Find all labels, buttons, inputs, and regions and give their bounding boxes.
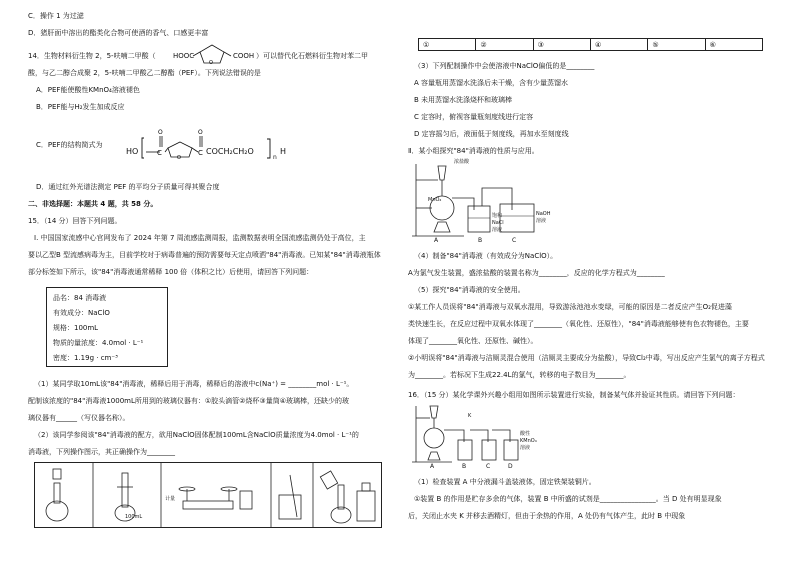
q15-4b: A为氯气发生装置，盛浓盐酸的装置名称为________，反应的化学方程式为________ (408, 269, 665, 277)
q15-5-1b: 类快速生长，在反应过程中双氧水体现了________（氧化性、还原性），"84"消毒液能够使有色衣物褪色，主要 (408, 320, 749, 328)
app1-naoh-1: NaOH (536, 211, 551, 217)
svg-text:O: O (158, 129, 163, 136)
operation-number-table (418, 38, 763, 51)
op-num-2: ② (476, 39, 533, 51)
q14-option-b: B．PEF能与H₂发生加成反应 (36, 103, 125, 111)
q15-3: （3）下列配制操作中会使溶液中NaClO偏低的是________ (414, 62, 595, 70)
q15-5: （5）探究"84"消毒液的安全使用。 (414, 286, 525, 294)
q15-3-a: A 容量瓶用蒸馏水洗涤后未干燥，含有少量蒸馏水 (414, 79, 569, 87)
pef-n: n (273, 154, 277, 161)
svg-text:O: O (177, 155, 181, 160)
q14-mol-left: HOOC (173, 52, 195, 60)
q15-2a: （2）该同学参阅该"84"消毒液的配方，欲用NaClO固体配制100mL含NaClO质量浓度为4.0mol · L⁻¹的 (34, 431, 359, 439)
svg-text:O: O (198, 129, 203, 136)
q15-1c: 璃仪器有______（写仪器名称）。 (28, 414, 130, 422)
app1-b: B (478, 237, 483, 244)
section-2-heading: 二、非选择题：本题共 4 题，共 58 分。 (28, 200, 158, 208)
q15-1a: （1）某同学取10mL该"84"消毒液，稀释后用于消毒，稀释后的溶液中c(Na⁺) = ________mol · L⁻¹。 (34, 380, 354, 388)
app2-b: B (462, 463, 467, 470)
q15-2b: 消毒液，下列操作图示，其正确操作为________ (28, 448, 175, 456)
pef-ho: HO (126, 147, 139, 156)
q15-5-2a: ②小明误将"84"消毒液与洁厕灵混合使用（洁厕灵主要成分为盐酸），导致Cl₂中毒，写出反应产生氯气的离子方程式 (408, 354, 765, 362)
app2-w2: KMnO₄ (520, 438, 537, 444)
app1-acid: 浓盐酸 (454, 159, 470, 165)
app2-w1: 酸性 (520, 431, 531, 437)
furan-ring-icon (191, 42, 233, 66)
app2-c: C (486, 463, 491, 470)
svg-text:O: O (209, 60, 213, 66)
app1-mno2: MnO₂ (428, 197, 442, 203)
q15-5-2b: 为________。若标况下生成22.4L的氯气，转移的电子数目为________。 (408, 371, 631, 379)
app2-a: A (430, 463, 435, 470)
app2-k: K (468, 413, 472, 419)
q16-1: （1）检查装置 A 中分液漏斗盖装液体，固定铁架装铜片。 (414, 478, 596, 486)
pef-h: H (280, 147, 287, 156)
op-num-6: ⑥ (705, 39, 762, 51)
svg-text:C: C (157, 149, 162, 157)
q16-intro: 16．（15 分）某化学课外兴趣小组用如图所示装置进行实验，制备某气体并验证其性质。请回答下列问题： (408, 391, 740, 399)
q14-line1a: 14．生物材料衍生物 2，5-呋喃二甲酸（ (28, 52, 156, 60)
app1-nacl-2: NaCl (492, 220, 504, 226)
app1-nacl-3: 溶液 (492, 227, 503, 233)
q15-3-c: C 定容时，俯视容量瓶刻度线进行定容 (414, 113, 534, 121)
q14-option-c: C．PEF的结构简式为 (36, 141, 103, 149)
q14-mol-right: COOH (233, 52, 255, 60)
label-spec: 规格：100mL (53, 324, 99, 332)
q15-title: 15．（14 分）回答下列问题。 (28, 217, 122, 225)
q15-5-1a: ①某工作人员误将"84"消毒液与双氧水混用，导致游泳池池水变绿，可能的原因是二者反应产生O₂促进藻 (408, 303, 732, 311)
app1-a: A (434, 237, 439, 244)
op-num-1: ① (419, 39, 476, 51)
q15-ii: Ⅱ．某小组探究"84"消毒液的性质与应用。 (408, 147, 539, 155)
pef-chain: COCH₂CH₂O (206, 147, 254, 156)
q15-intro-1: Ⅰ. 中国国家流感中心官网发布了 2024 年第 7 周流感监测周报，监测数据表明全国流感监测仍处于高位，主 (34, 234, 366, 242)
op-num-5: ⑤ (648, 39, 705, 51)
q15-3-b: B 未用蒸馏水洗涤烧杯和玻璃棒 (414, 96, 513, 104)
app2-d: D (508, 463, 513, 470)
op-num-4: ④ (590, 39, 647, 51)
op-num-3: ③ (533, 39, 590, 51)
label-name: 品名：84 消毒液 (53, 294, 107, 302)
q14-line1b: ）可以替代化石燃料衍生物对苯二甲 (256, 52, 368, 60)
left-column (28, 0, 384, 562)
bracket-right-icon (266, 138, 272, 160)
bottle-label (46, 287, 168, 367)
app2-w3: 溶液 (520, 445, 531, 451)
right-column (408, 0, 768, 562)
app1-nacl-1: 饱和 (492, 213, 503, 219)
q16-1-1b: 后，关闭止水夹 K 并移去酒精灯，但由于余热的作用，A 处仍有气体产生，此时 B 中现象 (408, 512, 686, 520)
q16-1-1a: ①装置 B 的作用是贮存多余的气体，装置 B 中所盛的试剂是________________。当 D 处有明显现象 (414, 495, 722, 503)
q15-intro-2: 要以乙型B 型流感病毒为主，目前学校对于病毒普遍的预防需要每天定点喷洒"84"消毒液。已知某"84"消毒液瓶体 (28, 251, 381, 259)
apparatus-2-diagram (412, 402, 532, 466)
app1-naoh-2: 溶液 (536, 218, 547, 224)
svg-text:C: C (198, 149, 203, 157)
q15-intro-3: 部分标签如下所示，该"84"消毒液通常稀释 100 倍（体积之比）后使用，请回答下列问题： (28, 268, 314, 276)
q15-3-d: D 定容摇匀后，液面低于刻度线，再加水至刻度线 (414, 130, 569, 138)
q14-option-d: D．通过红外光谱法测定 PEF 的平均分子质量可得其聚合度 (36, 183, 220, 191)
option-d-prev: D．猪肝面中溶出的酯类化合物可使酒的香气、口感更丰富 (28, 29, 209, 37)
label-concentration: 物质的量浓度：4.0mol · L⁻¹ (53, 339, 144, 347)
op3-note: 计量 (165, 496, 176, 502)
label-ingredient: 有效成分：NaClO (53, 309, 110, 317)
operation-figures (34, 462, 382, 528)
operation-drawings (35, 463, 381, 527)
q15-1b: 配制该浓度的"84"消毒液1000mL所用到的玻璃仪器有：①胶头滴管②烧杯③量筒④玻璃棒，还缺少的玻 (28, 397, 349, 405)
label-density: 密度：1.19g · cm⁻³ (53, 354, 118, 362)
q14-option-a: A．PEF能使酸性KMnO₄溶液褪色 (36, 86, 140, 94)
q15-5-1c: 体现了________氧化性、还原性、碱性）。 (408, 337, 538, 345)
option-c-prev: C．操作 1 为过滤 (28, 12, 84, 20)
op2-note: 100mL (125, 514, 143, 520)
q15-4a: （4）制备"84"消毒液（有效成分为NaClO）。 (414, 252, 558, 260)
app1-c: C (512, 237, 517, 244)
q14-line2: 酸，与乙二醇合成聚 2，5-呋喃二甲酸乙二醇酯（PEF）。下列说法错误的是 (28, 69, 261, 77)
